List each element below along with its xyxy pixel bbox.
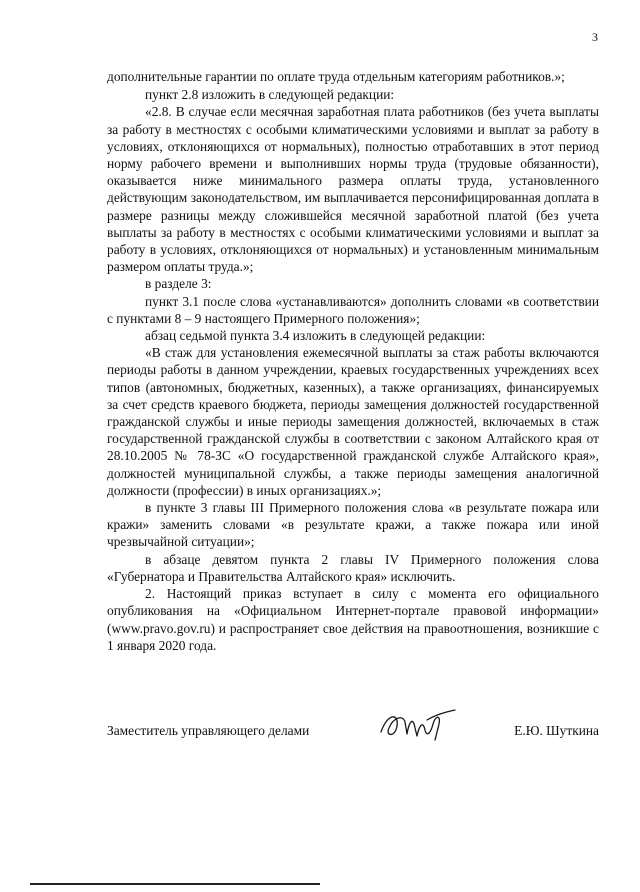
page-number: 3	[592, 30, 598, 44]
footer-rule	[30, 883, 320, 885]
paragraph: 2. Настоящий приказ вступает в силу с момента его официального опубликования на «Официальном Интернет-портале правовой информации» (www.pravo.gov.ru) и распространяет свое действия на правоотношения, возникшие с 1 января 2020 года.	[107, 586, 599, 653]
paragraph: пункт 3.1 после слова «устанавливаются» дополнить словами «в соответствии с пунктами 8 – 9 настоящего Примерного положения»;	[107, 293, 599, 326]
signature-block	[107, 716, 599, 750]
handwritten-signature	[377, 708, 457, 742]
paragraph: в разделе 3:	[145, 276, 212, 292]
signer-name: Е.Ю. Шуткина	[514, 723, 599, 738]
paragraph: «В стаж для установления ежемесячной выплаты за стаж работы включаются периоды работы в данном учреждении, краевых государственных учреждениях всех типов (автономных, бюджетных, казенных), а также организациях, финансируемых за счет средств краевого бюджета, периоды замещения должностей государственной гражданской службы и иные периоды замещения должностей, включаемых в стаж государственной гражданской службы в соответствии с законом Алтайского края от 28.10.2005 № 78-ЗС «О государственной гражданской службе Алтайского края», должностей муниципальной службы, а также периоды замещения аналогичной должности (профессии) в иных организациях.»;	[107, 345, 599, 498]
paragraph: в абзаце девятом пункта 2 главы IV Примерного положения слова «Губернатора и Правительства Алтайского края» исключить.	[107, 551, 599, 584]
paragraph: «2.8. В случае если месячная заработная плата работников (без учета выплаты за работу в местностях с особыми климатическими условиями и выплат за работу в условиях, отклоняющихся от нормальных), полностью отработавших в этот период норму рабочего времени и выполнивших нормы труда (трудовые обязанности), оказывается ниже минимального размера оплаты труда, установленного действующим законодательством, им выплачивается персонифицированная доплата в размере разницы между сложившейся месячной заработной платой (без учета выплаты за работу в местностях с особыми климатическими условиями и выплат за работу в условиях, отклоняющихся от нормальных) и установленным минимальным размером оплаты труда.»;	[107, 104, 599, 275]
paragraph: абзац седьмой пункта 3.4 изложить в следующей редакции:	[145, 328, 486, 344]
paragraph: в пункте 3 главы III Примерного положения слова «в результате пожара или кражи» заменить словами «в результате кражи, а также пожара или иной чрезвычайной ситуации»;	[107, 500, 599, 550]
document-body	[107, 68, 599, 654]
paragraph: пункт 2.8 изложить в следующей редакции:	[145, 87, 395, 103]
signer-title: Заместитель управляющего делами	[107, 723, 310, 738]
paragraph: дополнительные гарантии по оплате труда отдельным категориям работников.»;	[107, 69, 565, 84]
